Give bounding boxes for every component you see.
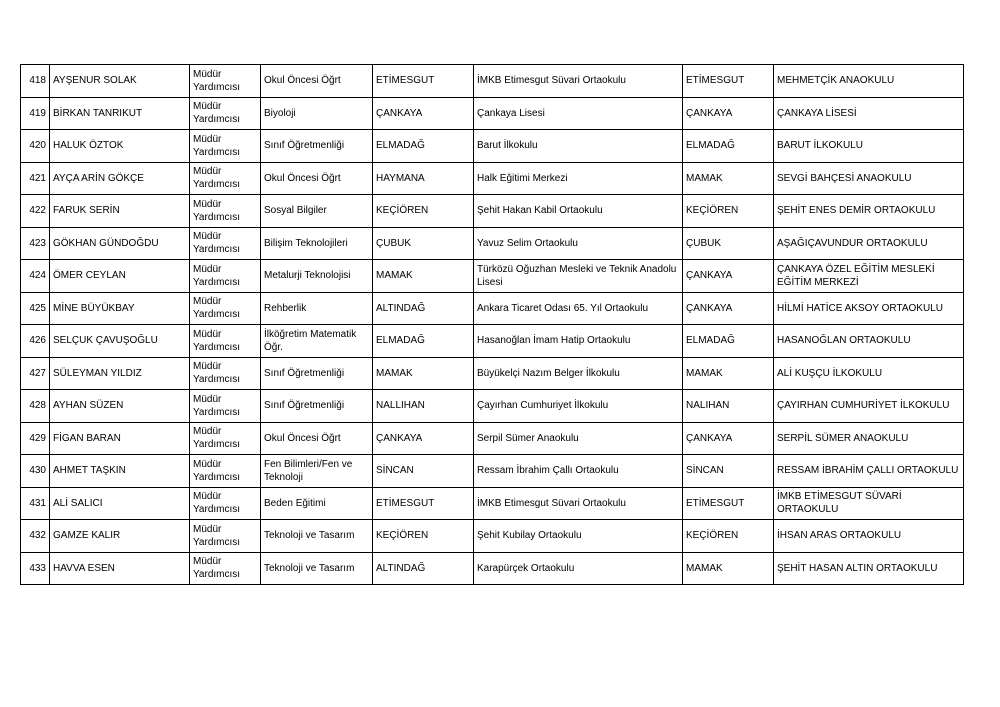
table-row <box>21 227 964 260</box>
row-number-cell: 430 <box>21 455 50 488</box>
row-number-cell: 425 <box>21 292 50 325</box>
new-school-cell: SEVGİ BAHÇESİ ANAOKULU <box>774 162 964 195</box>
school-cell: Ankara Ticaret Odası 65. Yıl Ortaokulu <box>474 292 683 325</box>
row-number-cell: 432 <box>21 520 50 553</box>
new-district-cell: ÇUBUK <box>683 227 774 260</box>
table-row <box>21 325 964 358</box>
school-cell: Halk Eğitimi Merkezi <box>474 162 683 195</box>
district-cell: ÇANKAYA <box>373 422 474 455</box>
school-cell: Barut İlkokulu <box>474 130 683 163</box>
new-school-cell: HASANOĞLAN ORTAOKULU <box>774 325 964 358</box>
branch-cell: Biyoloji <box>261 97 373 130</box>
school-cell: Serpil Sümer Anaokulu <box>474 422 683 455</box>
title-cell: Müdür Yardımcısı <box>190 162 261 195</box>
district-cell: ÇUBUK <box>373 227 474 260</box>
branch-cell: Okul Öncesi Öğrt <box>261 162 373 195</box>
branch-cell: İlköğretim Matematik Öğr. <box>261 325 373 358</box>
branch-cell: Sınıf Öğretmenliği <box>261 357 373 390</box>
table-row <box>21 520 964 553</box>
new-school-cell: ÇANKAYA ÖZEL EĞİTİM MESLEKİ EĞİTİM MERKEZİ <box>774 260 964 293</box>
school-cell: Türközü Oğuzhan Mesleki ve Teknik Anadolu Lisesi <box>474 260 683 293</box>
table-row <box>21 162 964 195</box>
school-cell: Çankaya Lisesi <box>474 97 683 130</box>
table-row <box>21 130 964 163</box>
branch-cell: Sınıf Öğretmenliği <box>261 390 373 423</box>
table-row <box>21 292 964 325</box>
new-district-cell: ETİMESGUT <box>683 65 774 98</box>
branch-cell: Beden Eğitimi <box>261 487 373 520</box>
school-cell: Yavuz Selim Ortaokulu <box>474 227 683 260</box>
school-cell: Ressam İbrahim Çallı Ortaokulu <box>474 455 683 488</box>
new-school-cell: ÇANKAYA LİSESİ <box>774 97 964 130</box>
name-cell: SÜLEYMAN YILDIZ <box>50 357 190 390</box>
new-district-cell: NALIHAN <box>683 390 774 423</box>
table-row <box>21 260 964 293</box>
school-cell: Karapürçek Ortaokulu <box>474 552 683 585</box>
new-district-cell: KEÇİÖREN <box>683 520 774 553</box>
row-number-cell: 418 <box>21 65 50 98</box>
new-district-cell: ELMADAĞ <box>683 130 774 163</box>
branch-cell: Teknoloji ve Tasarım <box>261 552 373 585</box>
new-district-cell: ÇANKAYA <box>683 422 774 455</box>
district-cell: ALTINDAĞ <box>373 552 474 585</box>
district-cell: MAMAK <box>373 260 474 293</box>
table-row <box>21 487 964 520</box>
title-cell: Müdür Yardımcısı <box>190 422 261 455</box>
new-district-cell: ETİMESGUT <box>683 487 774 520</box>
branch-cell: Fen Bilimleri/Fen ve Teknoloji <box>261 455 373 488</box>
district-cell: ETİMESGUT <box>373 65 474 98</box>
table-body <box>21 65 964 585</box>
name-cell: ÖMER CEYLAN <box>50 260 190 293</box>
row-number-cell: 422 <box>21 195 50 228</box>
row-number-cell: 431 <box>21 487 50 520</box>
row-number-cell: 421 <box>21 162 50 195</box>
district-cell: SİNCAN <box>373 455 474 488</box>
new-school-cell: ALİ KUŞÇU İLKOKULU <box>774 357 964 390</box>
name-cell: AHMET TAŞKIN <box>50 455 190 488</box>
title-cell: Müdür Yardımcısı <box>190 487 261 520</box>
new-district-cell: ÇANKAYA <box>683 97 774 130</box>
new-district-cell: ELMADAĞ <box>683 325 774 358</box>
new-school-cell: HİLMİ HATİCE AKSOY ORTAOKULU <box>774 292 964 325</box>
row-number-cell: 433 <box>21 552 50 585</box>
district-cell: ELMADAĞ <box>373 325 474 358</box>
document-page <box>20 64 963 585</box>
table-row <box>21 390 964 423</box>
branch-cell: Metalurji Teknolojisi <box>261 260 373 293</box>
branch-cell: Bilişim Teknolojileri <box>261 227 373 260</box>
title-cell: Müdür Yardımcısı <box>190 357 261 390</box>
school-cell: Hasanoğlan İmam Hatip Ortaokulu <box>474 325 683 358</box>
row-number-cell: 426 <box>21 325 50 358</box>
name-cell: HAVVA ESEN <box>50 552 190 585</box>
district-cell: ELMADAĞ <box>373 130 474 163</box>
table-row <box>21 357 964 390</box>
name-cell: AYHAN SÜZEN <box>50 390 190 423</box>
table-row <box>21 97 964 130</box>
school-cell: Şehit Kubilay Ortaokulu <box>474 520 683 553</box>
district-cell: ALTINDAĞ <box>373 292 474 325</box>
new-school-cell: SERPİL SÜMER ANAOKULU <box>774 422 964 455</box>
row-number-cell: 420 <box>21 130 50 163</box>
name-cell: AYÇA ARİN GÖKÇE <box>50 162 190 195</box>
title-cell: Müdür Yardımcısı <box>190 195 261 228</box>
title-cell: Müdür Yardımcısı <box>190 292 261 325</box>
school-cell: Şehit Hakan Kabil Ortaokulu <box>474 195 683 228</box>
school-cell: Büyükelçi Nazım Belger İlkokulu <box>474 357 683 390</box>
table-row <box>21 552 964 585</box>
branch-cell: Sınıf Öğretmenliği <box>261 130 373 163</box>
table-row <box>21 422 964 455</box>
district-cell: NALLIHAN <box>373 390 474 423</box>
title-cell: Müdür Yardımcısı <box>190 227 261 260</box>
new-district-cell: KEÇİÖREN <box>683 195 774 228</box>
title-cell: Müdür Yardımcısı <box>190 552 261 585</box>
new-school-cell: ÇAYIRHAN CUMHURİYET İLKOKULU <box>774 390 964 423</box>
school-cell: Çayırhan Cumhuriyet İlkokulu <box>474 390 683 423</box>
title-cell: Müdür Yardımcısı <box>190 97 261 130</box>
name-cell: BİRKAN TANRIKUT <box>50 97 190 130</box>
branch-cell: Sosyal Bilgiler <box>261 195 373 228</box>
title-cell: Müdür Yardımcısı <box>190 260 261 293</box>
school-cell: İMKB Etimesgut Süvari Ortaokulu <box>474 65 683 98</box>
district-cell: KEÇİÖREN <box>373 195 474 228</box>
branch-cell: Teknoloji ve Tasarım <box>261 520 373 553</box>
assignment-table <box>20 64 964 585</box>
title-cell: Müdür Yardımcısı <box>190 130 261 163</box>
district-cell: KEÇİÖREN <box>373 520 474 553</box>
row-number-cell: 427 <box>21 357 50 390</box>
table-row <box>21 455 964 488</box>
school-cell: İMKB Etimesgut Süvari Ortaokulu <box>474 487 683 520</box>
district-cell: ETİMESGUT <box>373 487 474 520</box>
new-district-cell: MAMAK <box>683 357 774 390</box>
title-cell: Müdür Yardımcısı <box>190 65 261 98</box>
new-district-cell: SİNCAN <box>683 455 774 488</box>
new-district-cell: MAMAK <box>683 552 774 585</box>
name-cell: AYŞENUR SOLAK <box>50 65 190 98</box>
title-cell: Müdür Yardımcısı <box>190 390 261 423</box>
title-cell: Müdür Yardımcısı <box>190 325 261 358</box>
name-cell: MİNE BÜYÜKBAY <box>50 292 190 325</box>
new-school-cell: ŞEHİT HASAN ALTIN ORTAOKULU <box>774 552 964 585</box>
table-row <box>21 65 964 98</box>
new-school-cell: İHSAN ARAS ORTAOKULU <box>774 520 964 553</box>
row-number-cell: 424 <box>21 260 50 293</box>
row-number-cell: 419 <box>21 97 50 130</box>
row-number-cell: 428 <box>21 390 50 423</box>
new-school-cell: ŞEHİT ENES DEMİR ORTAOKULU <box>774 195 964 228</box>
new-district-cell: ÇANKAYA <box>683 260 774 293</box>
district-cell: ÇANKAYA <box>373 97 474 130</box>
new-district-cell: ÇANKAYA <box>683 292 774 325</box>
new-school-cell: RESSAM İBRAHİM ÇALLI ORTAOKULU <box>774 455 964 488</box>
name-cell: GÖKHAN GÜNDOĞDU <box>50 227 190 260</box>
branch-cell: Okul Öncesi Öğrt <box>261 422 373 455</box>
row-number-cell: 429 <box>21 422 50 455</box>
new-school-cell: BARUT İLKOKULU <box>774 130 964 163</box>
district-cell: HAYMANA <box>373 162 474 195</box>
name-cell: SELÇUK ÇAVUŞOĞLU <box>50 325 190 358</box>
district-cell: MAMAK <box>373 357 474 390</box>
name-cell: FARUK SERİN <box>50 195 190 228</box>
branch-cell: Okul Öncesi Öğrt <box>261 65 373 98</box>
name-cell: ALİ SALICI <box>50 487 190 520</box>
title-cell: Müdür Yardımcısı <box>190 455 261 488</box>
name-cell: FİGAN BARAN <box>50 422 190 455</box>
name-cell: GAMZE KALIR <box>50 520 190 553</box>
new-district-cell: MAMAK <box>683 162 774 195</box>
row-number-cell: 423 <box>21 227 50 260</box>
table-row <box>21 195 964 228</box>
name-cell: HALUK ÖZTOK <box>50 130 190 163</box>
title-cell: Müdür Yardımcısı <box>190 520 261 553</box>
new-school-cell: MEHMETÇİK ANAOKULU <box>774 65 964 98</box>
new-school-cell: AŞAĞIÇAVUNDUR ORTAOKULU <box>774 227 964 260</box>
new-school-cell: İMKB ETİMESGUT SÜVARİ ORTAOKULU <box>774 487 964 520</box>
branch-cell: Rehberlik <box>261 292 373 325</box>
